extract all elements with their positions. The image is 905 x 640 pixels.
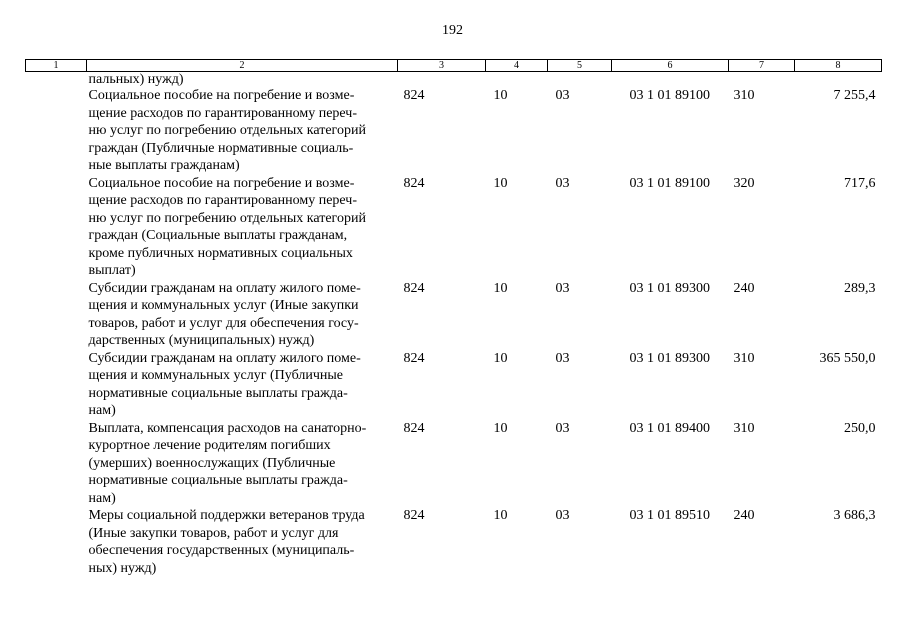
item-name-line: Социальное пособие на погребение и возме- bbox=[88, 88, 355, 103]
section-code: 10 bbox=[493, 280, 508, 296]
row-number-cell bbox=[26, 350, 87, 420]
item-name-line: (Иные закупки товаров, работ и услуг для bbox=[88, 525, 339, 541]
table-row bbox=[26, 350, 882, 420]
subsection-code: 03 bbox=[555, 175, 570, 191]
subsection-code: 03 bbox=[555, 350, 570, 366]
target-article-code: 03 1 01 89300 bbox=[629, 350, 710, 366]
column-header-7: 7 bbox=[729, 60, 795, 72]
item-name-line: Социальное пособие на погребение и возме- bbox=[88, 175, 355, 191]
subsection-code: 03 bbox=[555, 508, 570, 523]
row-number-cell bbox=[26, 420, 87, 508]
table-row bbox=[26, 87, 882, 175]
item-name-line: (умерших) военнослужащих (Публичные bbox=[88, 455, 336, 471]
column-header-6: 6 bbox=[612, 60, 729, 72]
ministry-code: 824 bbox=[403, 420, 425, 436]
item-name-line: нам) bbox=[88, 403, 116, 418]
item-name bbox=[87, 507, 398, 577]
ministry-code: 824 bbox=[403, 508, 425, 523]
table-row bbox=[26, 280, 882, 350]
expense-type-code: 240 bbox=[733, 280, 755, 296]
item-name-line: щения и коммунальных услуг (Иные закупки bbox=[88, 298, 359, 313]
ministry-code: 824 bbox=[403, 280, 425, 296]
target-article-code: 03 1 01 89100 bbox=[629, 175, 710, 191]
amount-value: 7 255,4 bbox=[833, 88, 876, 103]
item-name bbox=[87, 175, 398, 280]
item-name-line: щения и коммунальных услуг (Публичные bbox=[88, 368, 343, 383]
item-name bbox=[87, 87, 398, 175]
item-name-line: дарственных (муниципальных) нужд) bbox=[88, 333, 315, 348]
continuation-text: пальных) нужд) bbox=[88, 72, 184, 87]
target-article-code: 03 1 01 89400 bbox=[629, 420, 710, 436]
item-name bbox=[87, 280, 398, 350]
item-name-line: нормативные социальные выплаты гражда- bbox=[88, 385, 348, 401]
column-header-1: 1 bbox=[26, 60, 87, 72]
item-name-line: Субсидии гражданам на оплату жилого поме- bbox=[88, 280, 361, 296]
column-header-8: 8 bbox=[795, 60, 882, 72]
target-article-code: 03 1 01 89300 bbox=[629, 280, 710, 296]
header-row bbox=[26, 60, 882, 72]
subsection-code: 03 bbox=[555, 280, 570, 296]
target-article-code: 03 1 01 89100 bbox=[629, 88, 710, 103]
item-name-line: курортное лечение родителям погибших bbox=[88, 438, 331, 453]
section-code: 10 bbox=[493, 420, 508, 436]
item-name-line: ных) нужд) bbox=[88, 560, 157, 576]
column-header-5: 5 bbox=[548, 60, 612, 72]
section-code: 10 bbox=[493, 508, 508, 523]
item-name-line: обеспечения государственных (муниципаль- bbox=[88, 543, 355, 558]
table-header bbox=[26, 60, 882, 72]
subsection-code: 03 bbox=[555, 420, 570, 436]
item-name-line: ню услуг по погребению отдельных категорий bbox=[88, 210, 366, 226]
expense-type-code: 310 bbox=[733, 88, 755, 103]
item-name-line: Меры социальной поддержки ветеранов труда bbox=[88, 508, 365, 523]
item-name-line: граждан (Публичные нормативные социаль- bbox=[88, 140, 354, 156]
item-name-line: граждан (Социальные выплаты гражданам, bbox=[88, 228, 348, 243]
column-header-4: 4 bbox=[486, 60, 548, 72]
expense-type-code: 310 bbox=[733, 420, 755, 436]
item-name bbox=[87, 350, 398, 420]
ministry-code: 824 bbox=[403, 350, 425, 366]
table-row bbox=[26, 420, 882, 508]
expense-type-code: 240 bbox=[733, 508, 755, 523]
subsection-code: 03 bbox=[555, 88, 570, 103]
section-code: 10 bbox=[493, 350, 508, 366]
target-article-code: 03 1 01 89510 bbox=[629, 508, 710, 523]
item-name-line: кроме публичных нормативных социальных bbox=[88, 245, 353, 261]
row-number-cell bbox=[26, 175, 87, 280]
item-name bbox=[87, 420, 398, 508]
item-name-line: Выплата, компенсация расходов на санаторно- bbox=[88, 420, 367, 436]
table-row bbox=[26, 507, 882, 577]
column-header-2: 2 bbox=[87, 60, 398, 72]
table-row bbox=[26, 175, 882, 280]
budget-table bbox=[25, 59, 882, 577]
row-number-cell bbox=[26, 87, 87, 175]
item-name-line: ные выплаты гражданам) bbox=[88, 158, 240, 173]
column-header-3: 3 bbox=[398, 60, 486, 72]
row-number-cell bbox=[26, 280, 87, 350]
amount-value: 289,3 bbox=[844, 280, 876, 296]
amount-value: 3 686,3 bbox=[833, 508, 876, 523]
item-name-line: Субсидии гражданам на оплату жилого поме- bbox=[88, 350, 361, 366]
expense-type-code: 320 bbox=[733, 175, 755, 191]
item-name-line: щение расходов по гарантированному переч- bbox=[88, 105, 357, 121]
item-name-line: ню услуг по погребению отдельных категорий bbox=[88, 123, 366, 138]
expense-type-code: 310 bbox=[733, 350, 755, 366]
amount-value: 365 550,0 bbox=[819, 350, 876, 366]
continuation-row bbox=[26, 72, 882, 88]
ministry-code: 824 bbox=[403, 88, 425, 103]
section-code: 10 bbox=[493, 88, 508, 103]
amount-value: 250,0 bbox=[844, 420, 876, 436]
section-code: 10 bbox=[493, 175, 508, 191]
page-number: 192 bbox=[442, 23, 463, 38]
row-number-cell bbox=[26, 507, 87, 577]
item-name-line: товаров, работ и услуг для обеспечения госу- bbox=[88, 315, 359, 331]
table-body bbox=[26, 72, 882, 578]
ministry-code: 824 bbox=[403, 175, 425, 191]
amount-value: 717,6 bbox=[844, 175, 876, 191]
item-name-line: щение расходов по гарантированному переч- bbox=[88, 193, 357, 208]
item-name-line: нам) bbox=[88, 490, 116, 506]
item-name-line: нормативные социальные выплаты гражда- bbox=[88, 473, 348, 488]
item-name-line: выплат) bbox=[88, 263, 136, 278]
